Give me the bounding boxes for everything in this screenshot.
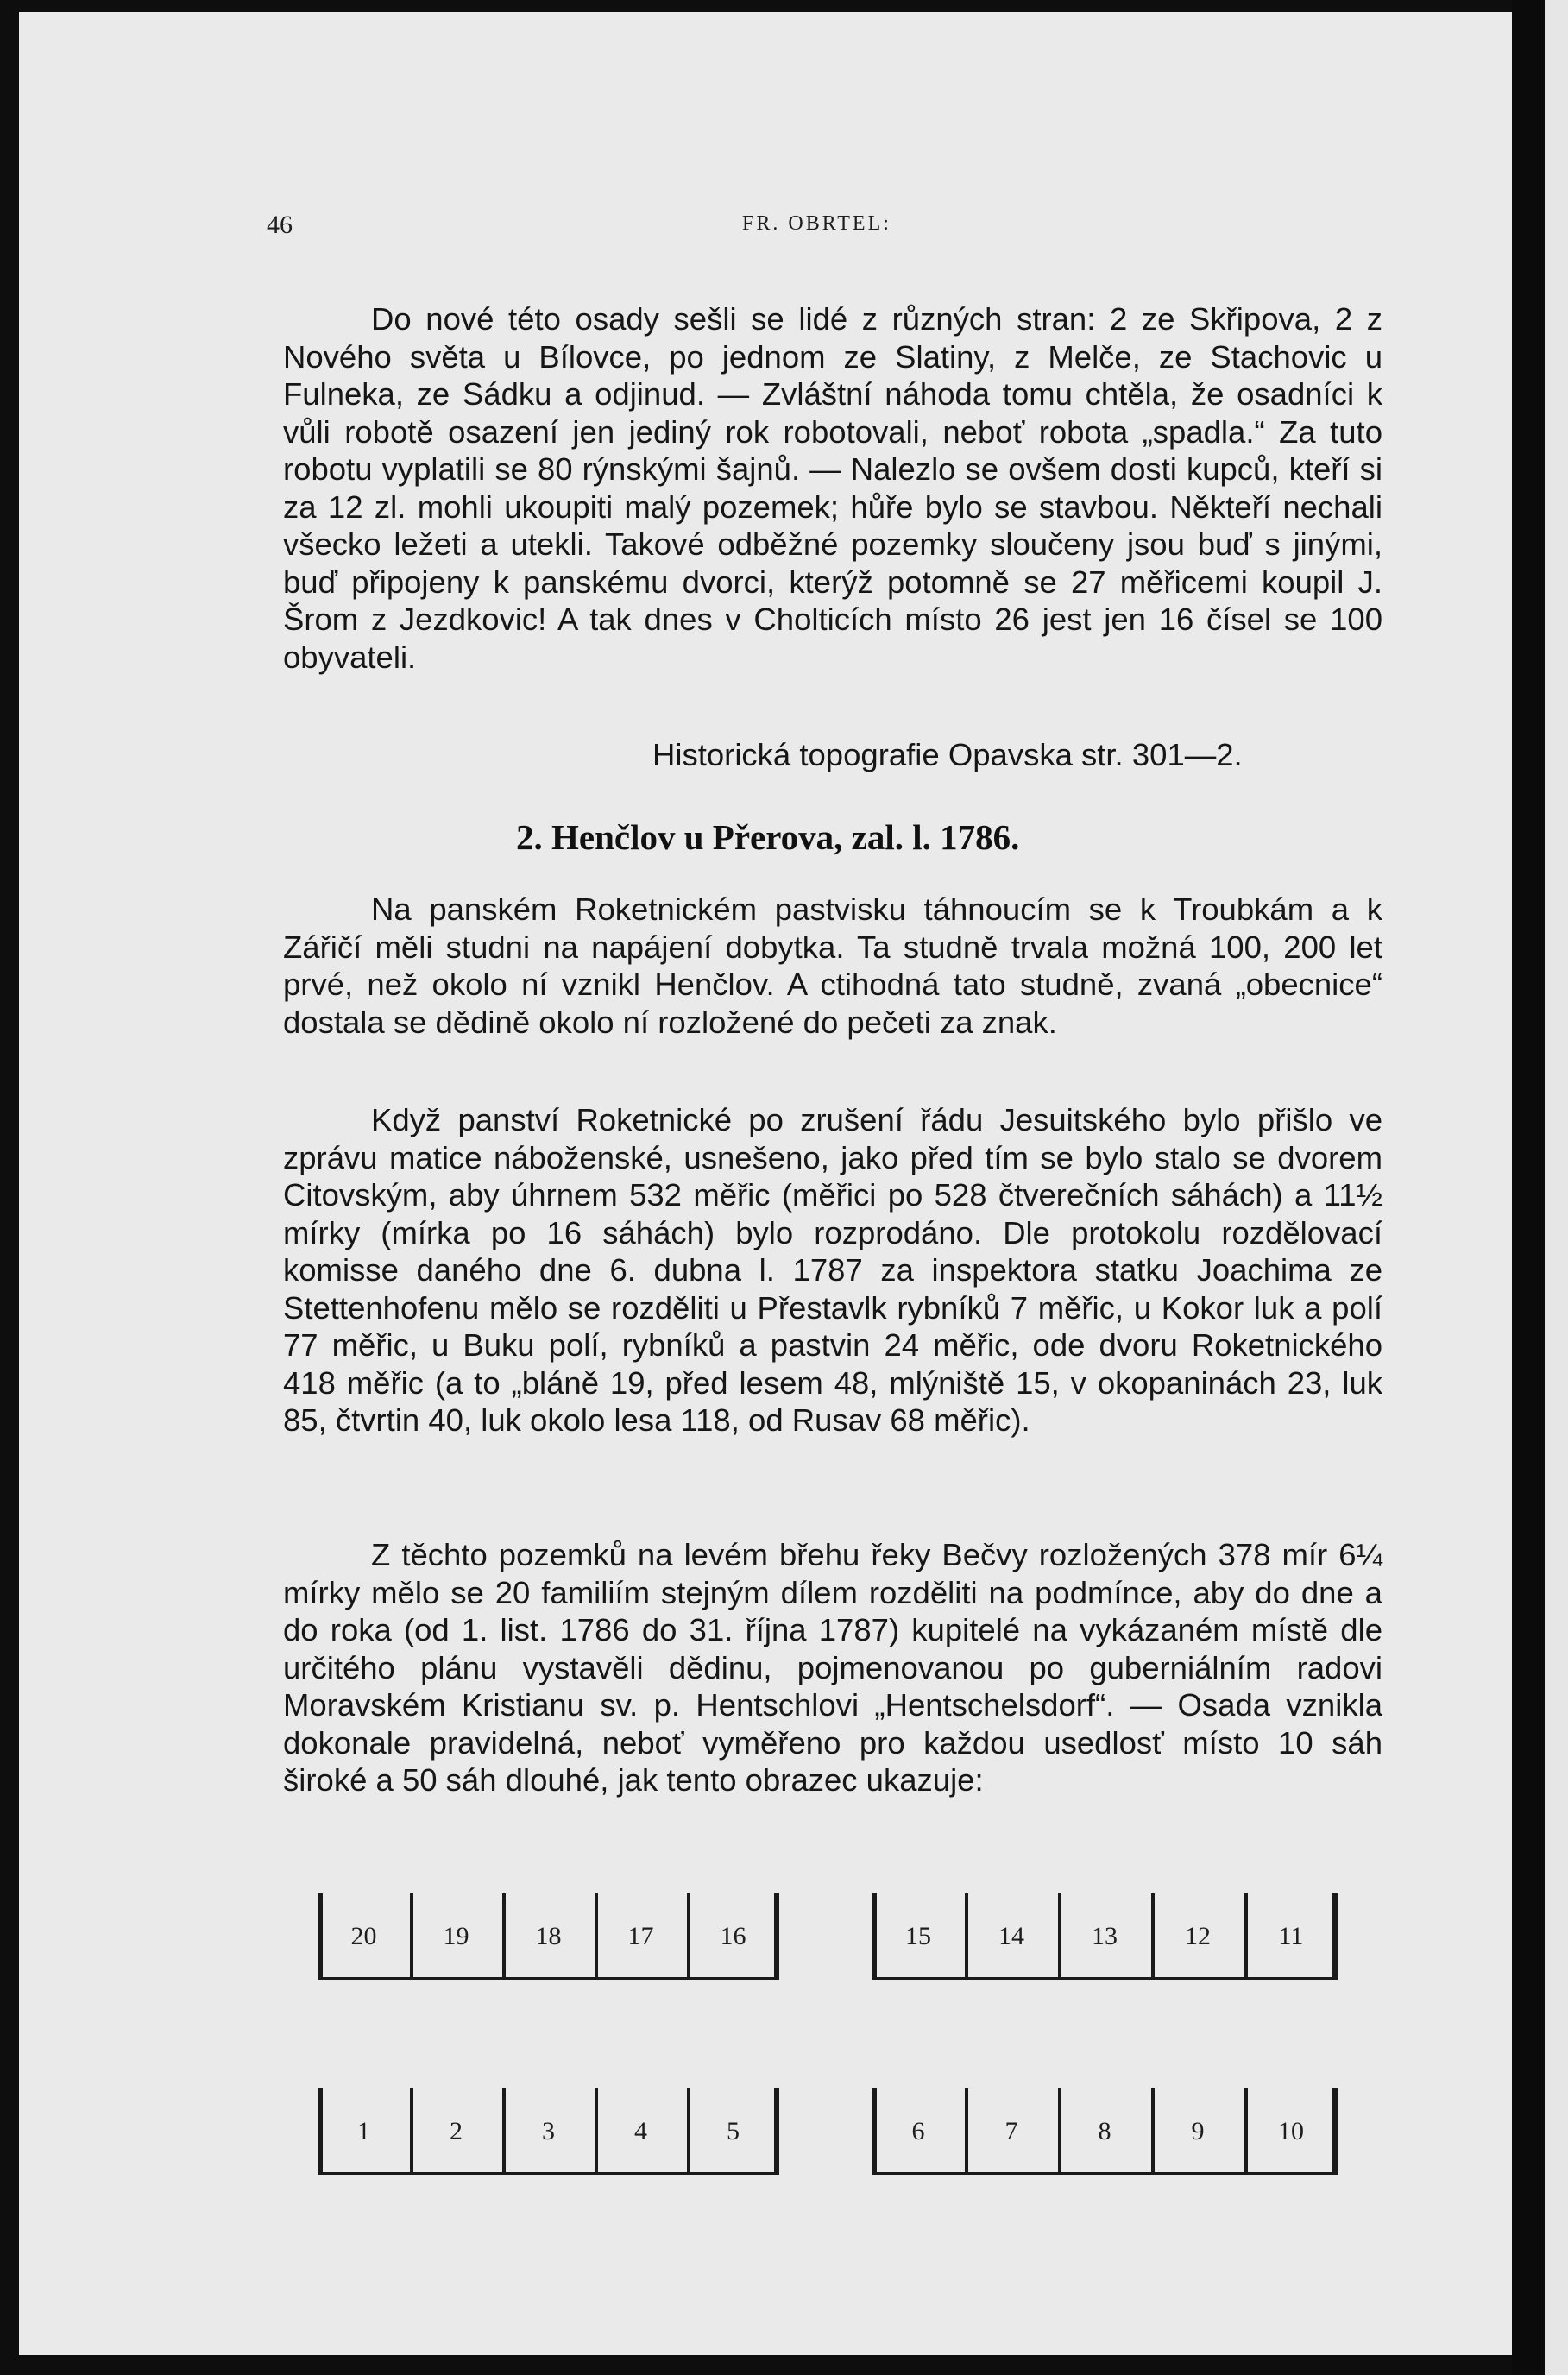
plot-number: 7 — [1004, 2117, 1018, 2145]
page-number: 46 — [267, 211, 293, 239]
paragraph-2: Na panském Roketnickém pastvisku táhnoucím se k Troubkám a k Zářičí měli studni na napájení dobytka. Ta studně trvala možná 100, 200 let prvé, než okolo ní vznikl Henčlov. A ctihodná tato studně, zvaná „obecnice“ dostala se dědině okolo ní rozložené do pečeti za znak. — [283, 891, 1382, 1040]
paragraph-3: Když panství Roketnické po zrušení řádu Jesuitského bylo přišlo ve zprávu matice náboženské, usnešeno, jako před tím se bylo stalo se dvorem Citovským, aby úhrnem 532 měřic (měřici po 528 čtverečních sáhách) a 11½ mírky (mírka po 16 sáhách) bylo rozprodáno. Dle protokolu rozdělovací komisse daného dne 6. dubna l. 1787 za inspektora statku Joachima ze Stettenhofenu mělo se rozděliti u Přestavlk rybníků 7 měřic, u Kokor luk a polí 77 měřic, u Buku polí, rybníků a pastvin 24 měřic, ode dvoru Roketnického 418 měřic (a to „bláně 19, před lesem 48, mlýniště 15, v okopaninách 23, luk 85, čtvrtin 40, luk okolo lesa 118, od Rusav 68 měřic). — [283, 1102, 1382, 1438]
plot-number: 19 — [443, 1922, 469, 1950]
plot-number: 10 — [1278, 2117, 1304, 2145]
plot-number: 3 — [542, 2117, 555, 2145]
plot-number: 20 — [350, 1922, 377, 1950]
plot-number: 15 — [905, 1922, 931, 1950]
plot-number: 9 — [1191, 2117, 1205, 2145]
book-page — [19, 12, 1512, 2355]
plot-number: 17 — [627, 1922, 654, 1950]
paragraph-4: Z těchto pozemků na levém břehu řeky Bečvy rozložených 378 mír 6¼ mírky mělo se 20 familiím stejným dílem rozděliti na podmínce, aby do dne a do roka (od 1. list. 1786 do 31. října 1787) kupitelé na vykázaném místě dle určitého plánu vystavěli dědinu, pojmenovanou po guberniálním radovi Moravském Kristianu sv. p. Hentschlovi „Hentschelsdorf“. — Osada vznikla dokonale pravidelná, neboť vyměřeno pro každou usedlosť místo 10 sáh široké a 50 sáh dlouhé, jak tento obrazec ukazuje: — [283, 1537, 1382, 1798]
plot-number: 6 — [911, 2117, 925, 2145]
plot-number: 11 — [1278, 1922, 1304, 1950]
plot-number: 12 — [1185, 1922, 1211, 1950]
plot-number: 2 — [450, 2117, 463, 2145]
adjacent-page-edge — [1545, 0, 1568, 2375]
paragraph-1: Do nové této osady sešli se lidé z různých stran: 2 ze Skřipova, 2 z Nového světa u Bílovce, po jednom ze Slatiny, z Melče, ze Stachovic u Fulneka, ze Sádku a odjinud. — Zvláštní náhoda tomu chtěla, že osadníci k vůli robotě osazení jen jediný rok robotovali, neboť robota „spadla.“ Za tuto robotu vyplatili se 80 rýnskými šajnů. — Nalezlo se ovšem dosti kupců, kteří si za 12 zl. mohli ukoupiti malý pozemek; hůře bylo se stavbou. Někteří nechali všecko ležeti a utekli. Takové odběžné pozemky sloučeny jsou buď s jinými, buď připojeny k panskému dvorci, kterýž potomně se 27 měřicemi koupil J. Šrom z Jezdkovic! A tak dnes v Cholticích místo 26 jest jen 16 čísel se 100 obyvateli. — [283, 301, 1382, 675]
plot-number: 16 — [720, 1922, 746, 1950]
plot-row-top-right — [872, 1893, 1338, 1980]
plot-number: 14 — [998, 1922, 1024, 1950]
plot-number: 8 — [1098, 2117, 1111, 2145]
plot-number: 1 — [357, 2117, 370, 2145]
running-head: FR. OBRTEL: — [742, 212, 891, 235]
plot-row-bottom-left — [318, 2088, 779, 2175]
plot-number: 18 — [535, 1922, 562, 1950]
plot-row-top-left — [318, 1893, 779, 1980]
section-heading: 2. Henčlov u Přerova, zal. l. 1786. — [516, 817, 1020, 857]
plot-number: 4 — [634, 2117, 647, 2145]
plot-number: 5 — [727, 2117, 740, 2145]
plot-number: 13 — [1092, 1922, 1118, 1950]
plot-row-bottom-right — [872, 2088, 1338, 2175]
source-citation: Historická topografie Opavska str. 301—2. — [652, 737, 1243, 772]
